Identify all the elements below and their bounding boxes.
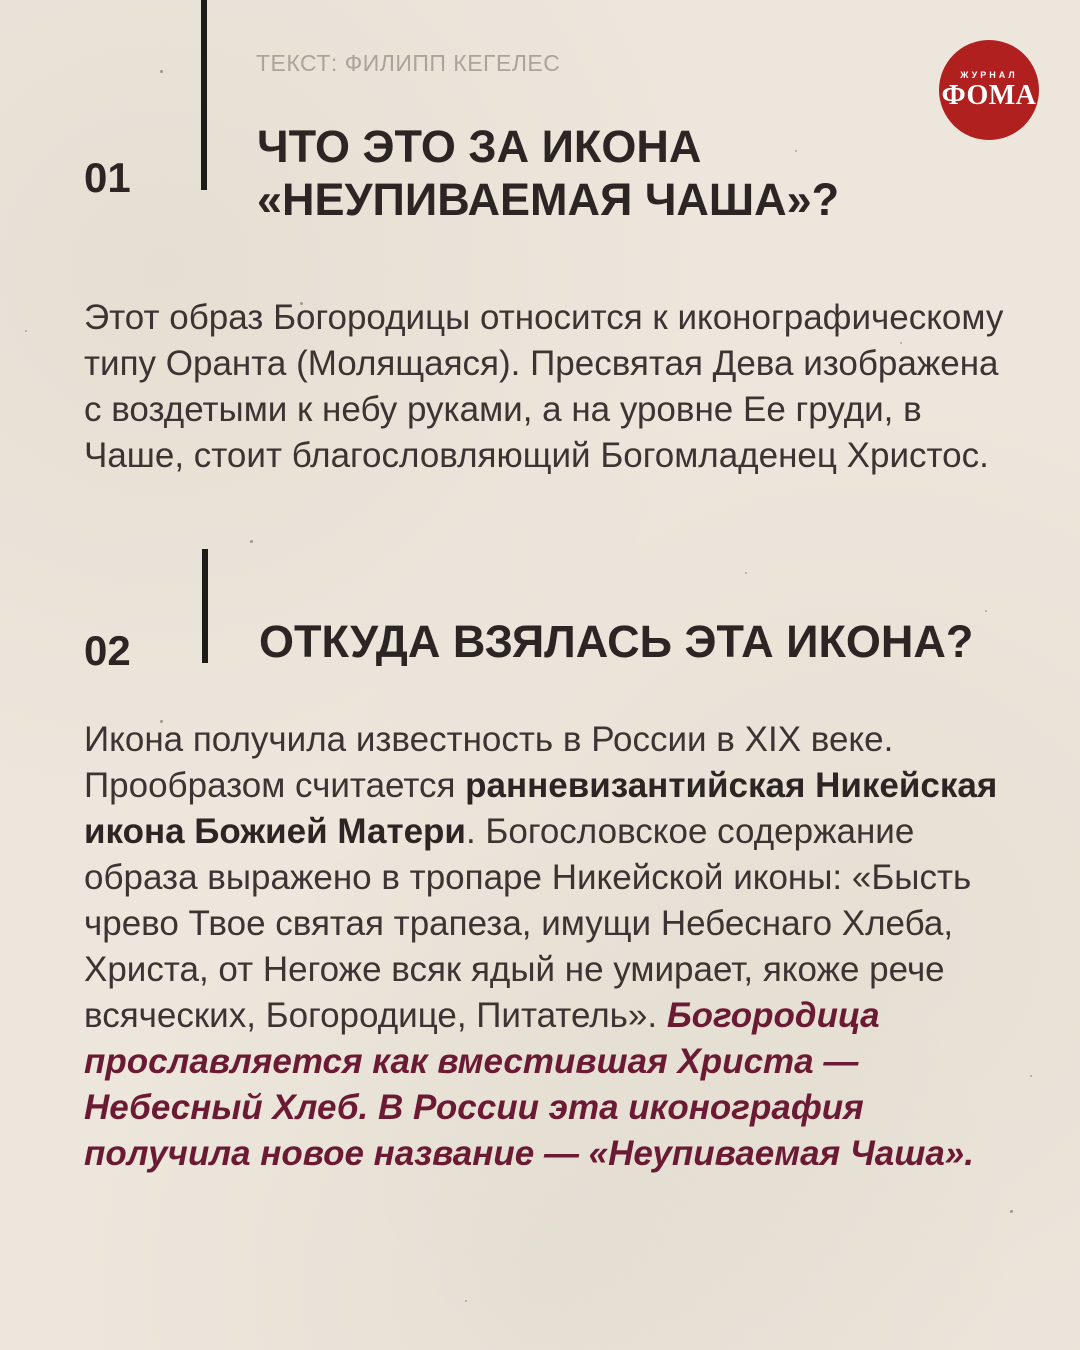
logo-title: ФОМА — [941, 80, 1037, 111]
section2-text-intro: Икона получила известность в России в XIX веке. Прообразом считается — [84, 720, 894, 805]
section2-divider — [202, 549, 208, 663]
author-byline: ТЕКСТ: ФИЛИПП КЕГЕЛЕС — [256, 50, 561, 76]
section2-text-bold: ранневизантийская Никейская икона Божией Матери — [84, 766, 998, 851]
foma-logo — [939, 40, 1039, 140]
section2-heading: ОТКУДА ВЗЯЛАСЬ ЭТА ИКОНА? — [259, 616, 974, 667]
logo-journal-label: ЖУРНАЛ — [960, 70, 1018, 80]
section2-number: 02 — [84, 627, 131, 674]
section1-heading — [257, 120, 839, 226]
section1-heading-line2: «НЕУПИВАЕМАЯ ЧАША»? — [257, 174, 840, 225]
section1-heading-line1: ЧТО ЭТО ЗА ИКОНА — [257, 121, 702, 172]
section1-paragraph: Этот образ Богородицы относится к иконографическому типу Оранта (Молящаяся). Пресвятая Дева изображена с воздетыми к небу руками, а на уровне Ее груди, в Чаше, стоит благословляющий Богомладенец Христос. — [84, 298, 1004, 475]
section2-paragraph — [84, 717, 1024, 1177]
section1-number: 01 — [84, 154, 131, 201]
section2-text-body: . Богословское содержание образа выражено в тропаре Никейской иконы: «Бысть чрево Твое святая трапеза, имущи Небеснаго Хлеба, Христа, от Негоже всяк ядый не умирает, якоже рече всяческих, Богородице, Питатель». — [84, 812, 972, 1035]
section2-text-accent: Богородица прославляется как вместившая Христа — Небесный Хлеб. В России эта иконография получила новое название — «Неупиваемая Чаша». — [84, 996, 974, 1173]
section1-divider — [201, 0, 207, 190]
